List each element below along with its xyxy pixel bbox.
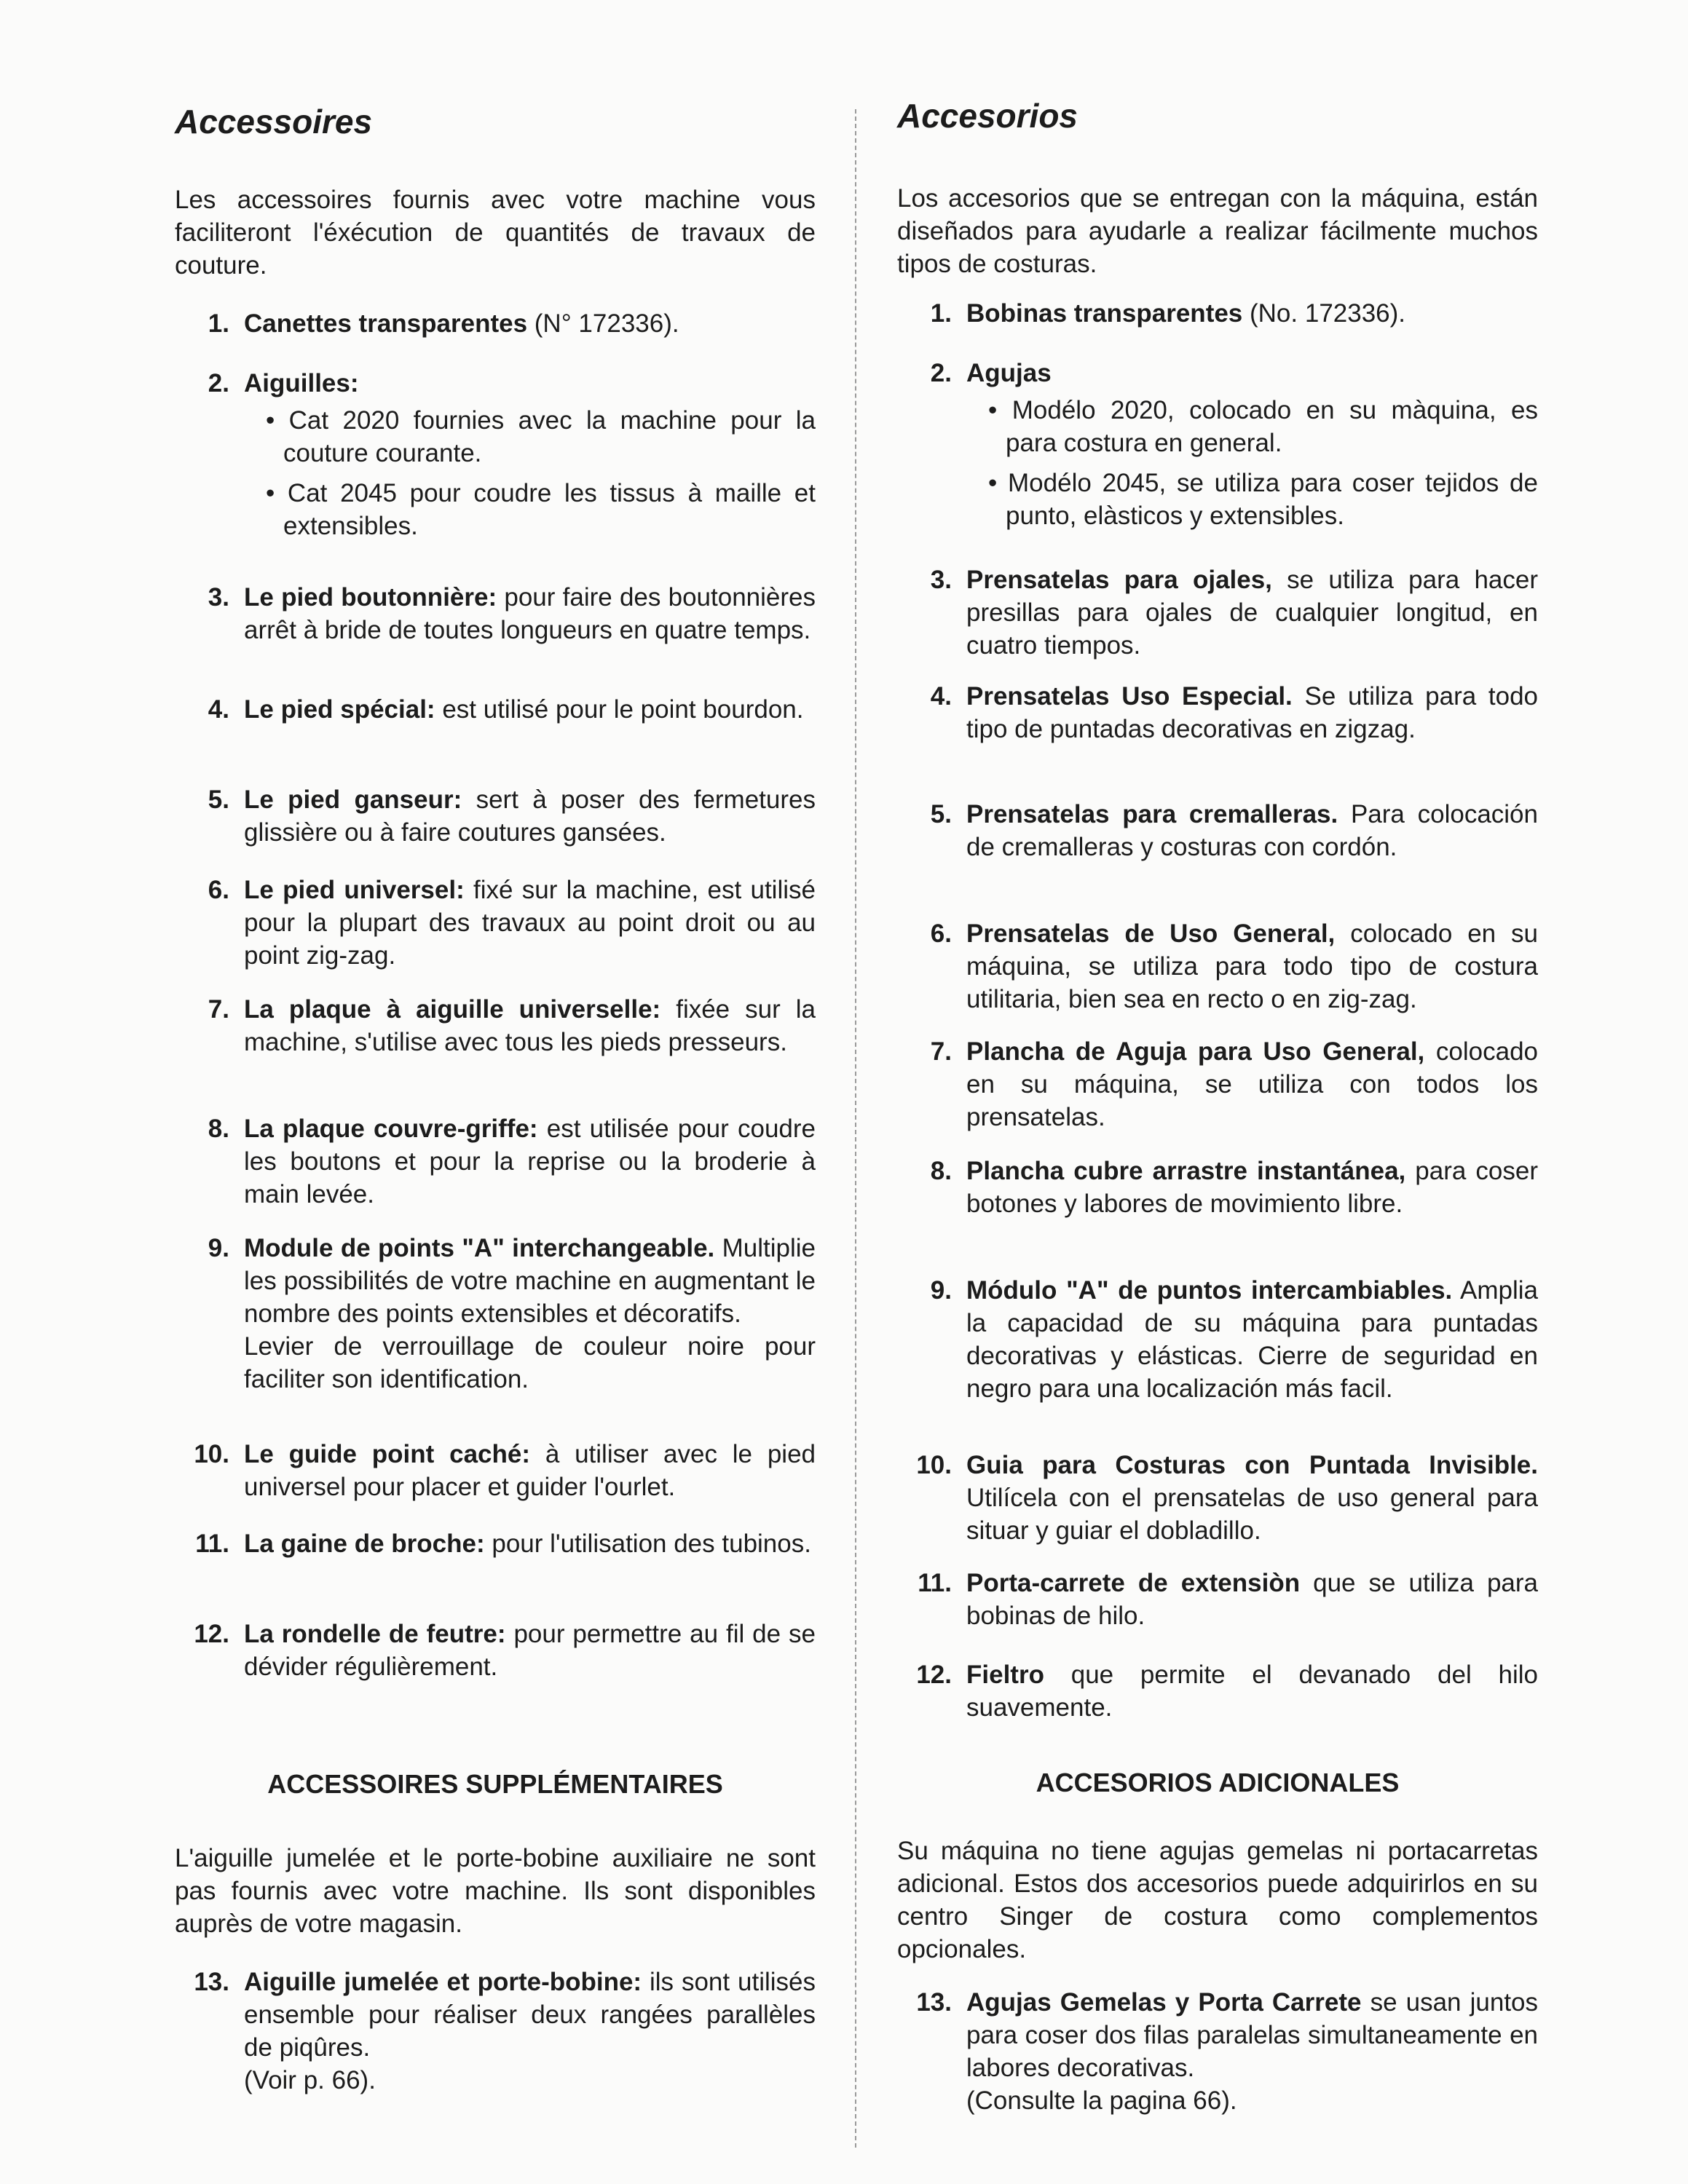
item-number: 13. <box>194 1968 229 1996</box>
list-item <box>897 680 1538 745</box>
list-item <box>175 874 816 972</box>
item-text: fixée sur la machine, s'utilise avec tous les pieds presseurs. <box>244 995 816 1056</box>
list-item <box>897 357 1538 539</box>
list-item <box>175 1438 816 1503</box>
item-text: sert à poser des fermetures glissière ou à faire coutures gansées. <box>244 786 816 847</box>
item-text: (No. 172336). <box>1242 299 1406 328</box>
item-number: 1. <box>930 299 952 328</box>
item-text: Utilícela con el prensatelas de uso general para situar y guiar el dobladillo. <box>966 1484 1538 1545</box>
item-number: 3. <box>930 566 952 594</box>
item-text: fixé sur la machine, est utilisé pour la plupart des travaux au point droit ou au point zig-zag. <box>244 876 816 970</box>
item-number: 6. <box>208 876 229 904</box>
item-text: à utiliser avec le pied universel pour placer et guider l'ourlet. <box>244 1440 816 1501</box>
item-number: 4. <box>208 695 229 724</box>
item-label: Plancha cubre arrastre instantánea, <box>966 1157 1406 1185</box>
item-label: Porta-carrete de extensiòn <box>966 1569 1301 1597</box>
item-text: Multiplie les possibilités de votre machine en augmentant le nombre des points extensibles et décoratifs. <box>244 1234 816 1328</box>
item-number: 5. <box>930 800 952 828</box>
item-label: Aiguilles: <box>244 369 359 397</box>
item-label: Módulo "A" de puntos intercambiables. <box>966 1276 1453 1305</box>
bullet-item: • Cat 2045 pour coudre les tissus à maille et extensibles. <box>266 479 816 540</box>
item-label: La gaine de broche: <box>244 1530 485 1558</box>
item-label: Prensatelas para cremalleras. <box>966 800 1338 828</box>
list-item <box>897 1155 1538 1220</box>
list-item <box>897 798 1538 863</box>
list-item <box>175 1527 816 1560</box>
item-number: 2. <box>930 359 952 387</box>
item-text: se utiliza para hacer presillas para ojales de cualquier longitud, en cuatro tiempos. <box>966 566 1539 660</box>
list-item <box>175 1232 816 1396</box>
list-item <box>897 1035 1538 1133</box>
item-label: Guia para Costuras con Puntada Invisible. <box>966 1451 1538 1479</box>
bullet-item: • Modélo 2020, colocado en su màquina, es para costura en general. <box>988 396 1538 457</box>
item-label: Plancha de Aguja para Uso General, <box>966 1037 1425 1066</box>
list-item <box>897 1567 1538 1632</box>
item-number: 2. <box>208 369 229 397</box>
item-number: 8. <box>208 1115 229 1143</box>
spanish-title: Accesorios <box>897 97 1078 135</box>
item-number: 3. <box>208 583 229 612</box>
list-item <box>175 1618 816 1683</box>
item-extra-text: Levier de verrouillage de couleur noire pour faciliter son identification. <box>244 1332 816 1393</box>
item-label: Prensatelas de Uso General, <box>966 919 1336 948</box>
list-item <box>897 1986 1538 2117</box>
list-item <box>897 1658 1538 1724</box>
item-text: colocado en su máquina, se utiliza para todo tipo de costura utilitaria, bien sea en recto o en zig-zag. <box>966 919 1538 1013</box>
item-text: pour permettre au fil de se dévider régulièrement. <box>244 1620 816 1681</box>
list-item <box>897 1449 1538 1547</box>
item-label: Le pied spécial: <box>244 695 435 724</box>
list-item <box>175 783 816 849</box>
item-label: Le pied universel: <box>244 876 465 904</box>
list-item <box>897 297 1538 330</box>
item-text: Para colocación de cremalleras y costuras con cordón. <box>966 800 1538 861</box>
item-number: 6. <box>930 919 952 948</box>
column-divider <box>855 109 856 2148</box>
spanish-intro: Los accesorios que se entregan con la máquina, están diseñados para ayudarle a realizar fácilmente muchos tipos de costuras. <box>897 184 1538 278</box>
item-number: 8. <box>930 1157 952 1185</box>
item-text: ils sont utilisés ensemble pour réaliser deux rangées parallèles de piqûres. <box>244 1968 816 2062</box>
item-label: Le pied boutonnière: <box>244 583 497 612</box>
item-label: Le guide point caché: <box>244 1440 531 1468</box>
item-number: 9. <box>930 1276 952 1305</box>
item-label: La plaque couvre-griffe: <box>244 1115 538 1143</box>
item-number: 4. <box>930 682 952 711</box>
item-text: Amplia la capacidad de su máquina para puntadas decorativas y elásticas. Cierre de seguridad en negro para una localización más facil. <box>966 1276 1538 1403</box>
french-section-heading: ACCESSOIRES SUPPLÉMENTAIRES <box>267 1769 723 1799</box>
item-number: 5. <box>208 786 229 814</box>
list-item <box>175 1966 816 2097</box>
item-extra-text: (Consulte la pagina 66). <box>966 2086 1237 2115</box>
item-extra-text: (Voir p. 66). <box>244 2066 376 2094</box>
item-label: Fieltro <box>966 1661 1044 1689</box>
item-label: Agujas <box>966 359 1052 387</box>
bullet-item: • Cat 2020 fournies avec la machine pour la couture courante. <box>266 406 816 467</box>
item-text: para coser botones y labores de movimiento libre. <box>966 1157 1538 1218</box>
french-title: Accessoires <box>175 103 373 141</box>
item-number: 7. <box>208 995 229 1024</box>
french-section-intro: L'aiguille jumelée et le porte-bobine auxiliaire ne sont pas fournis avec votre machine. Ils sont disponibles auprès de votre magasin. <box>175 1844 816 1938</box>
spanish-section-heading: ACCESORIOS ADICIONALES <box>1036 1768 1400 1797</box>
item-number: 11. <box>918 1569 952 1597</box>
item-number: 7. <box>930 1037 952 1066</box>
item-label: La rondelle de feutre: <box>244 1620 506 1648</box>
item-number: 11. <box>195 1530 229 1558</box>
list-item <box>175 693 816 726</box>
item-text: que se utiliza para bobinas de hilo. <box>966 1569 1538 1630</box>
list-item <box>175 993 816 1059</box>
item-label: La plaque à aiguille universelle: <box>244 995 661 1024</box>
item-label: Module de points "A" interchangeable. <box>244 1234 715 1262</box>
list-item <box>897 917 1538 1016</box>
list-item <box>897 1274 1538 1405</box>
item-text: colocado en su máquina, se utiliza con todos los prensatelas. <box>966 1037 1538 1131</box>
list-item <box>175 367 816 550</box>
list-item <box>175 581 816 646</box>
list-item <box>897 563 1538 662</box>
item-text: se usan juntos para coser dos filas paralelas simultaneamente en labores decorativas. <box>966 1988 1539 2082</box>
item-number: 9. <box>208 1234 229 1262</box>
list-item <box>175 307 816 340</box>
list-item <box>175 1112 816 1211</box>
item-number: 12. <box>916 1661 952 1689</box>
item-text: (N° 172336). <box>527 309 679 338</box>
item-number: 1. <box>208 309 229 338</box>
item-text: est utilisé pour le point bourdon. <box>435 695 804 724</box>
item-label: Le pied ganseur: <box>244 786 462 814</box>
item-text: pour faire des boutonnières arrêt à bride de toutes longueurs en quatre temps. <box>244 583 816 644</box>
item-text: Se utiliza para todo tipo de puntadas decorativas en zigzag. <box>966 682 1538 743</box>
item-number: 13. <box>916 1988 952 2017</box>
item-text: est utilisée pour coudre les boutons et pour la reprise ou la broderie à main levée. <box>244 1115 816 1208</box>
item-label: Agujas Gemelas y Porta Carrete <box>966 1988 1362 2017</box>
item-number: 10. <box>916 1451 952 1479</box>
spanish-section-intro: Su máquina no tiene agujas gemelas ni portacarretas adicional. Estos dos accesorios puede adquirirlos en su centro Singer de costura como complementos opcionales. <box>897 1837 1538 1963</box>
item-label: Canettes transparentes <box>244 309 528 338</box>
item-number: 12. <box>194 1620 229 1648</box>
item-text: que permite el devanado del hilo suavemente. <box>966 1661 1538 1722</box>
item-text: pour l'utilisation des tubinos. <box>484 1530 811 1558</box>
item-label: Bobinas transparentes <box>966 299 1243 328</box>
bullet-item: • Modélo 2045, se utiliza para coser tejidos de punto, elàsticos y extensibles. <box>988 469 1538 530</box>
french-intro: Les accessoires fournis avec votre machine vous faciliteront l'éxécution de quantités de travaux de couture. <box>175 186 816 280</box>
item-label: Prensatelas para ojales, <box>966 566 1272 594</box>
item-label: Prensatelas Uso Especial. <box>966 682 1293 711</box>
item-number: 10. <box>194 1440 229 1468</box>
item-label: Aiguille jumelée et porte-bobine: <box>244 1968 642 1996</box>
